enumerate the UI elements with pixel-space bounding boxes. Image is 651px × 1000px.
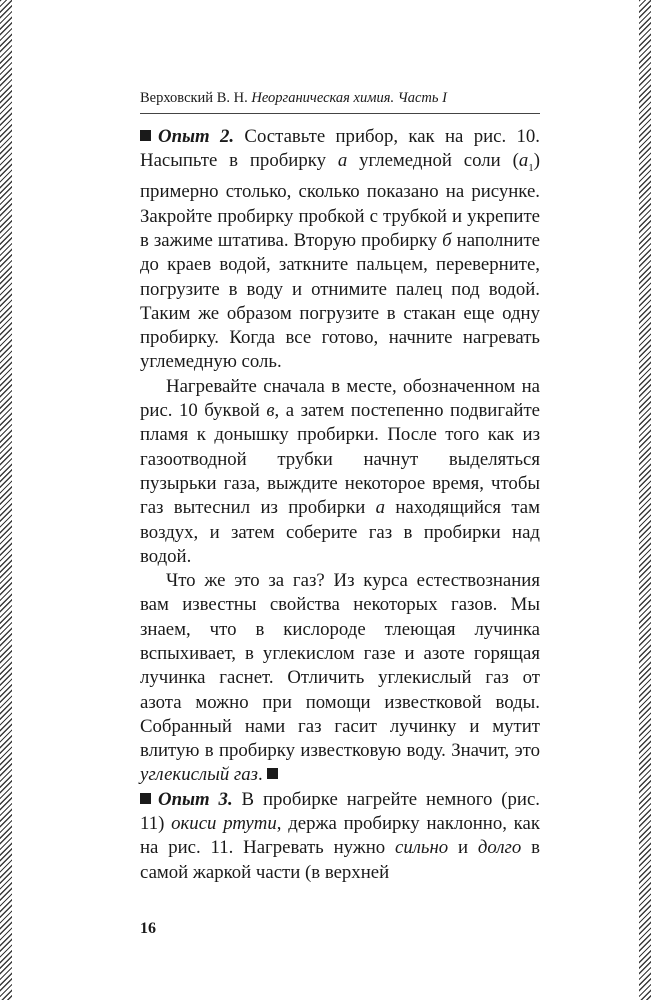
square-bullet-icon: [140, 130, 151, 141]
paragraph-experiment-3: Опыт 3. В пробирке нагрейте немного (рис. 11) окиси ртути, держа пробирку наклонно, как на рис. 11. Нагревать нужно сильно и долго в самой жаркой части (в верхней: [140, 788, 540, 883]
square-bullet-icon: [140, 793, 151, 804]
running-header: [140, 90, 540, 114]
left-hatched-border: [0, 0, 12, 1000]
paragraph-heating: Нагревайте сначала в месте, обозначенном на рис. 10 буквой в, а затем постепенно подвигайте пламя к донышку пробирки. После того как из газоотводной трубки начнут выделяться пузырьки газа, выждите некоторое время, чтобы газ вытеснил из пробирки а находящийся там воздух, и затем соберите газ в пробирки над водой.: [140, 375, 540, 567]
paragraph-experiment-2: Опыт 2. Составьте прибор, как на рис. 10. Насыпьте в пробирку а углемедной соли $(а_1)$ примерно столько, сколько показано на рисунке. Закройте пробирку пробкой с трубкой и укрепите в зажиме штатива. Вторую пробирку б наполните до краев водой, заткните пальцем, переверните, погрузите в воду и отнимите палец под водой. Таким же образом погрузите в стакан еще одну пробирку. Когда все готово, начните нагревать углемедную соль.: [140, 126, 540, 373]
header-author: Верховский В. Н.: [140, 90, 248, 106]
experiment-label: Опыт 3.: [158, 788, 233, 810]
experiment-label: Опыт 2.: [158, 126, 235, 147]
body-text: [140, 125, 540, 885]
end-square-icon: [267, 768, 278, 779]
header-title: Неорганическая химия. Часть I: [251, 90, 447, 106]
right-hatched-border: [639, 0, 651, 1000]
paragraph-gas-identification: Что же это за газ? Из курса естествознания вам известны свойства некоторых газов. Мы знаем, что в кислороде тлеющая лучинка вспыхивает, в углекислом газе и азоте горящая лучинка гаснет. Отличить углекислый газ от азота можно при помощи известковой воды. Собранный нами газ гасит лучинку и мутит влитую в пробирку известковую воду. Значит, это углекислый газ.: [140, 570, 540, 786]
page-number: 16: [140, 920, 156, 937]
